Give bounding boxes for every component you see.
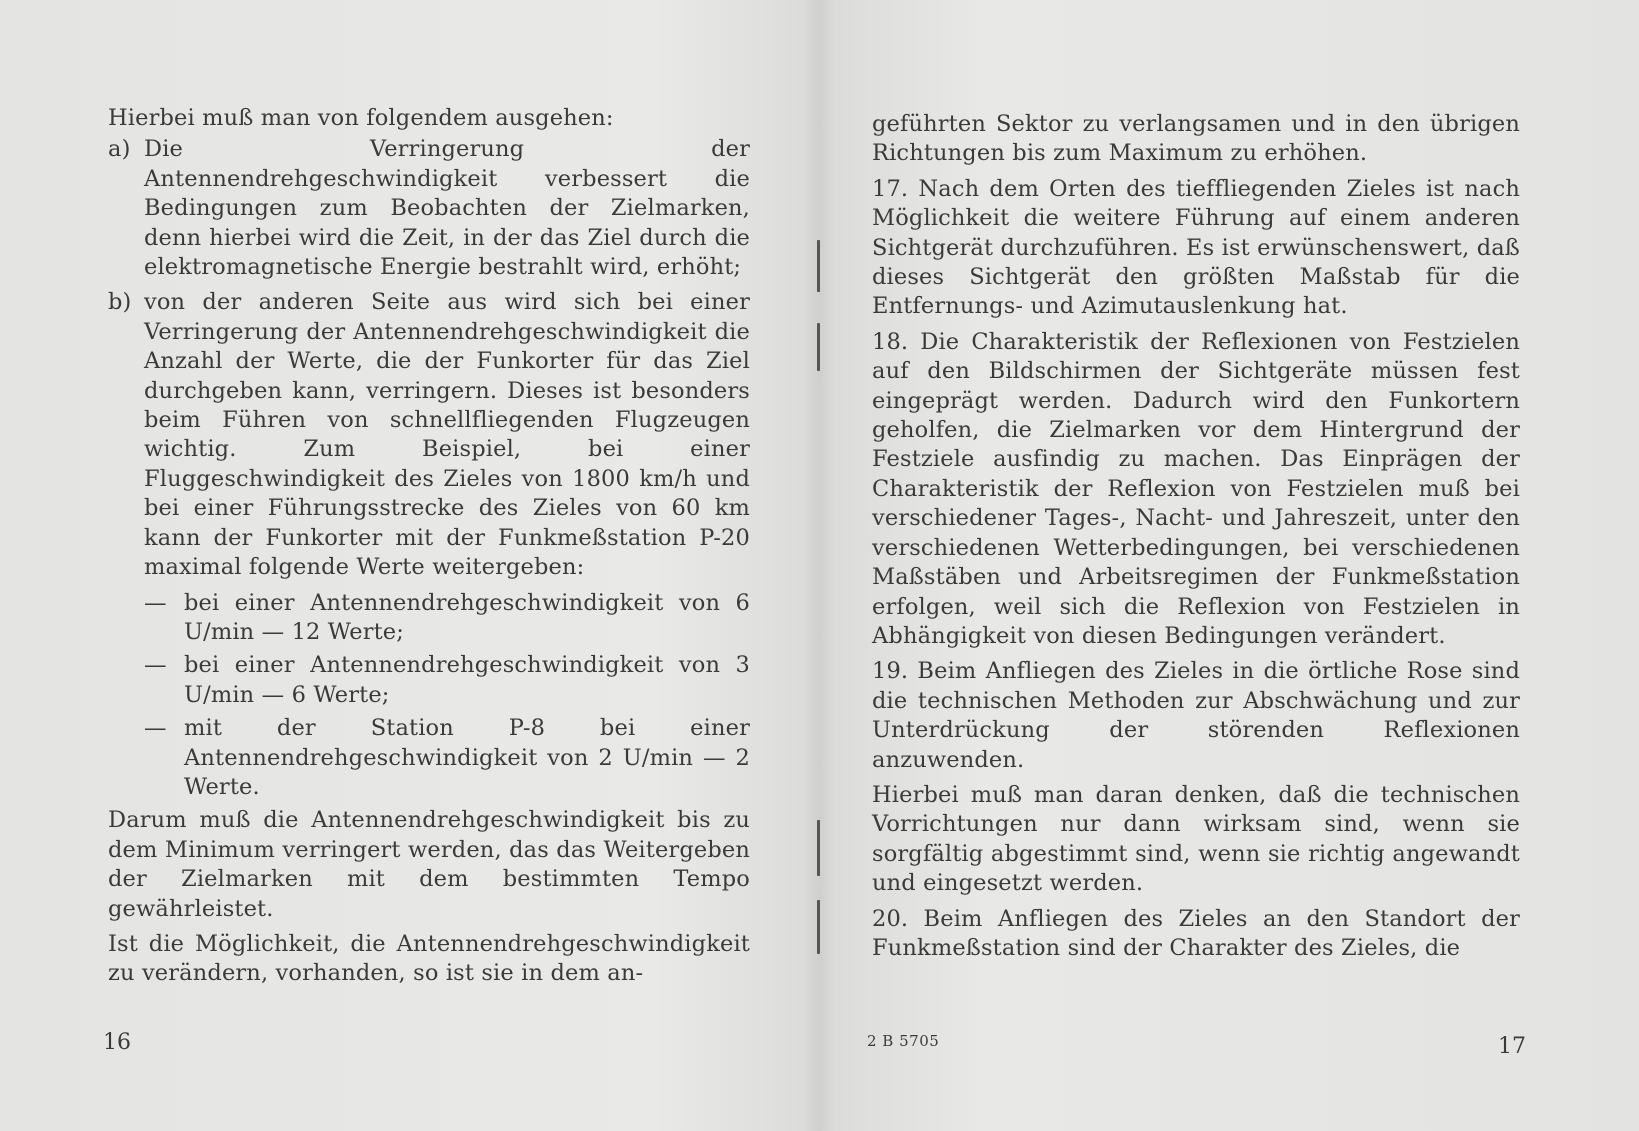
paragraph-darum: Darum muß die Antennendrehgeschwindigkeit bis zu dem Minimum verringert werden, das das Weitergeben der Zielmarken mit dem bestimmten Tempo gewährleistet. — [108, 807, 750, 922]
binding-stitch-upper — [817, 323, 820, 371]
list-marker: a) — [108, 136, 131, 163]
list-marker: b) — [108, 289, 132, 316]
page-number-left: 16 — [103, 1030, 131, 1055]
paragraph-19-note: Hierbei muß man daran denken, daß die technischen Vorrichtungen nur dann wirksam sind, wenn sie sorgfältig abgestimmt sind, wenn sie richtig angewandt und eingesetzt werden. — [872, 781, 1520, 897]
paragraph-20: 20. Beim Anfliegen des Zieles an den Standort der Funkmeßstation sind der Charakter des Zieles, die — [872, 905, 1520, 961]
binding-stitch-lower — [817, 820, 820, 876]
paragraph-17: 17. Nach dem Orten des tieffliegenden Zieles ist nach Möglichkeit die weitere Führung auf einem anderen Sichtgerät durchzuführen. Es ist erwünschenswert, daß dieses Sichtgerät den größten Maßstab für die Entfernungs- und Azimutauslenkung hat. — [872, 175, 1520, 320]
list-item-text: von der anderen Seite aus wird sich bei einer Verringerung der Antennendrehgeschwindigkeit die Anzahl der Werte, die der Funkorter für das Ziel durchgeben kann, verringern. Dieses ist besonders beim Führen von schnellfliegenden Flugzeugen wichtig. Zum Beispiel, bei einer Fluggeschwindigkeit des Zieles von 1800 km/h und bei einer Führungsstrecke des Zieles von 60 km kann der Funkorter mit der Funkmeßstation P-20 maximal folgende Werte weitergeben: — [144, 289, 750, 581]
dash-item-text: bei einer Antennendrehgeschwindigkeit von 3 U/min — 6 Werte; — [184, 652, 750, 708]
right-text-block — [872, 110, 1520, 969]
dash-marker: — — [144, 589, 167, 616]
paragraph-moeglichkeit: Ist die Möglichkeit, die Antennendrehgeschwindigkeit zu verändern, vorhanden, so ist sie in dem an- — [108, 930, 750, 987]
list-item-text: Die Verringerung der Antennendrehgeschwindigkeit verbessert die Bedingungen zum Beobachten der Zielmarken, denn hierbei wird die Zeit, in der das Ziel durch die elektromagnetische Energie bestrahlt wird, erhöht; — [144, 136, 750, 281]
right-page — [824, 0, 1639, 1131]
dash-item-text: mit der Station P-8 bei einer Antennendrehgeschwindigkeit von 2 U/min — 2 Werte. — [184, 715, 750, 800]
page-number-right: 17 — [1498, 1034, 1526, 1059]
dash-item-2 — [144, 651, 750, 710]
binding-stitch-top — [817, 240, 820, 292]
left-text-block — [108, 104, 750, 995]
dash-marker: — — [144, 652, 167, 679]
paragraph-19: 19. Beim Anfliegen des Zieles in die örtliche Rose sind die technischen Methoden zur Abschwächung und zur Unterdrückung der störenden Reflexionen anzuwenden. — [872, 658, 1520, 773]
binding-stitch-bottom — [817, 900, 820, 954]
printer-signature: 2 B 5705 — [867, 1032, 940, 1050]
dash-marker: — — [144, 715, 167, 742]
left-page — [0, 0, 815, 1131]
intro-paragraph: Hierbei muß man von folgendem ausgehen: — [108, 105, 614, 131]
list-item-b — [108, 288, 750, 582]
list-item-a — [108, 135, 750, 282]
dash-item-text: bei einer Antennendrehgeschwindigkeit von 6 U/min — 12 Werte; — [184, 589, 750, 645]
dash-item-1 — [144, 589, 750, 648]
paragraph-18: 18. Die Charakteristik der Reflexionen von Festzielen auf den Bildschirmen der Sichtgeräte müssen fest eingeprägt werden. Dadurch wird den Funkortern geholfen, die Zielmarken vor dem Hintergrund der Festziele ausfindig zu machen. Das Einprägen der Charakteristik der Reflexion von Festzielen muß bei verschiedener Tages-, Nacht- und Jahreszeit, unter den verschiedenen Wetterbedingungen, bei verschiedenen Maßstäben und Arbeitsregimen der Funkmeßstation erfolgen, weil sich die Reflexion von Festzielen in Abhängigkeit von diesen Bedingungen verändert. — [872, 328, 1520, 649]
dash-item-3 — [144, 714, 750, 802]
paragraph-continued: geführten Sektor zu verlangsamen und in den übrigen Richtungen bis zum Maximum zu erhöhen. — [872, 111, 1520, 167]
